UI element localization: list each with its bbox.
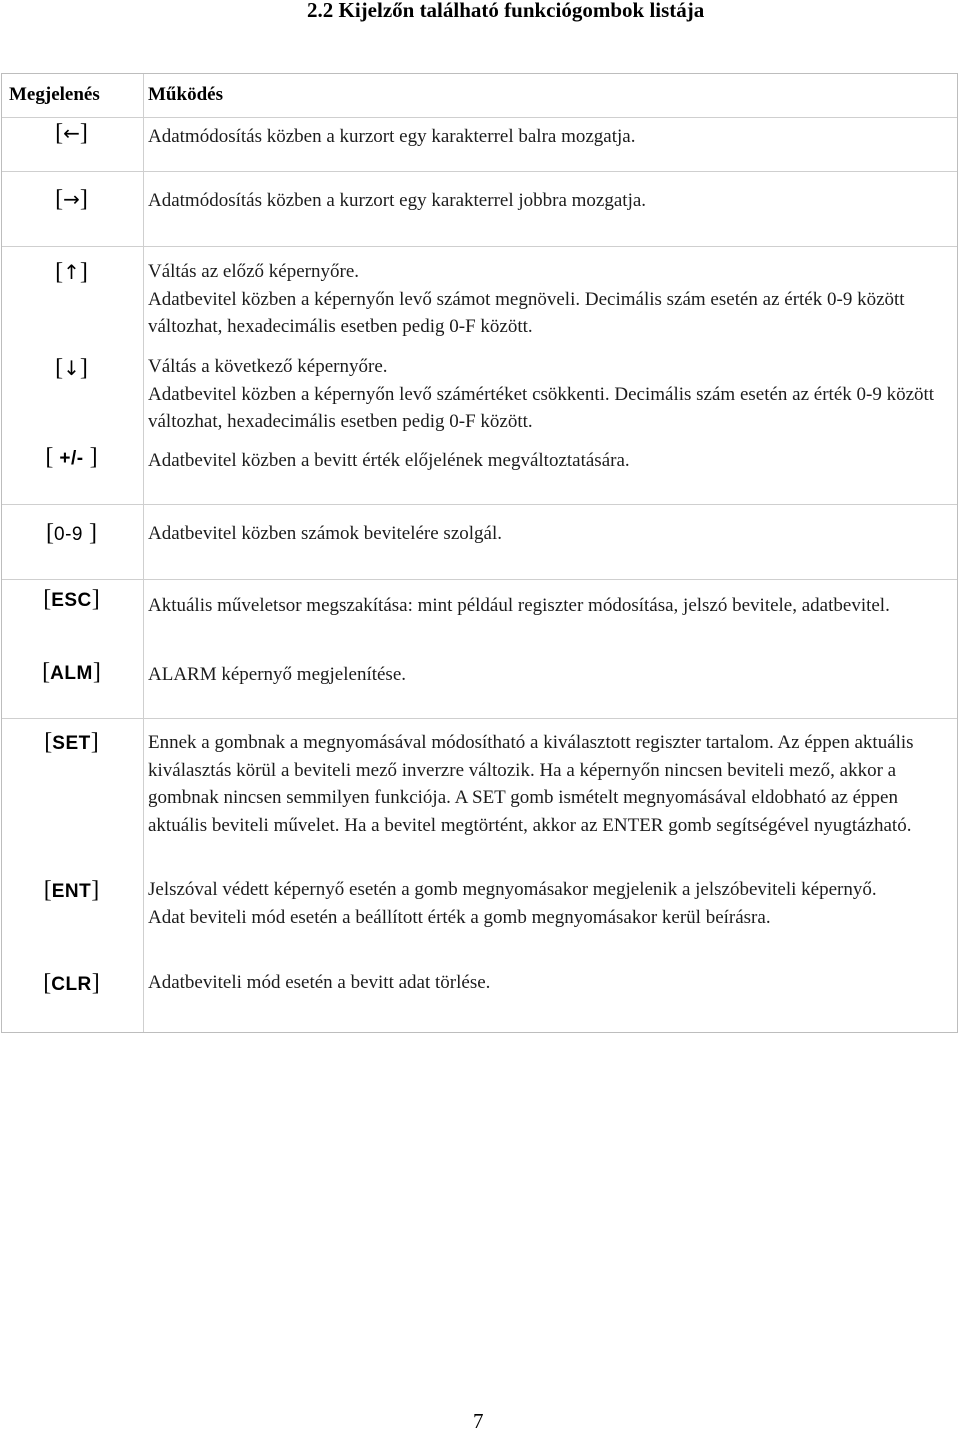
bracket-open: [ bbox=[55, 186, 64, 212]
row-divider bbox=[2, 117, 957, 118]
key-label: 0-9 bbox=[54, 524, 83, 545]
desc-up-arrow: Váltás az előző képernyőre. Adatbevitel közben a képernyőn levő számot megnöveli. Decimális szám esetén az érték 0-9 között változhat, hexadecimális esetben pedig 0-F között. bbox=[148, 261, 905, 337]
desc-plus-minus: Adatbevitel közben a bevitt érték előjelének megváltoztatására. bbox=[148, 450, 630, 471]
bracket-close: ] bbox=[91, 877, 100, 903]
desc-clr: Adatbeviteli mód esetén a bevitt adat törlése. bbox=[148, 972, 491, 993]
arrow-right-icon: → bbox=[63, 187, 80, 211]
bracket-open: [ bbox=[45, 444, 60, 470]
arrow-up-icon: ↑ bbox=[63, 260, 80, 284]
key-esc bbox=[1, 586, 142, 613]
desc-ent: Jelszóval védett képernyő esetén a gomb megnyomásakor megjelenik a jelszóbeviteli képernyő. Adat beviteli mód esetén a beállított érték a gomb megnyomásakor kerül beírásra. bbox=[148, 879, 877, 928]
desc-right-arrow: Adatmódosítás közben a kurzort egy karakterrel jobbra mozgatja. bbox=[148, 190, 647, 211]
desc-set: Ennek a gombnak a megnyomásával módosítható a kiválasztott regiszter tartalom. Az éppen aktuális kiválasztás körül a beviteli mező inverzre változik. Ha a képernyőn nincsen beviteli mező, akkor a gombnak nincsen semmilyen funkciója. A SET gomb ismételt megnyomásával eldobható az éppen aktuális beviteli művelet. Ha a bevitel megtörtént, akkor az ENTER gomb segítségével nyugtázható. bbox=[148, 732, 914, 836]
key-label: ALM bbox=[50, 663, 93, 684]
bracket-close: ] bbox=[91, 586, 100, 612]
bracket-close: ] bbox=[79, 186, 88, 212]
bracket-close: ] bbox=[82, 520, 97, 546]
key-left-arrow bbox=[1, 120, 142, 147]
desc-down-arrow: Váltás a következő képernyőre. Adatbevitel közben a képernyőn levő számértéket csökkenti. Decimális szám esetén az érték 0-9 között változhat, hexadecimális esetben pedig 0-F között. bbox=[148, 356, 935, 432]
desc-alm: ALARM képernyő megjelenítése. bbox=[148, 664, 407, 685]
bracket-close: ] bbox=[79, 259, 88, 285]
bracket-open: [ bbox=[43, 877, 52, 903]
bracket-open: [ bbox=[55, 120, 64, 146]
bracket-open: [ bbox=[55, 355, 64, 381]
bracket-open: [ bbox=[46, 520, 55, 546]
row-divider bbox=[2, 579, 957, 580]
bracket-close: ] bbox=[83, 444, 98, 470]
row-divider bbox=[2, 718, 957, 719]
key-ent bbox=[1, 877, 142, 904]
row-divider bbox=[2, 246, 957, 247]
key-label: CLR bbox=[51, 974, 92, 995]
key-digits bbox=[1, 520, 142, 547]
key-set bbox=[1, 729, 142, 756]
key-right-arrow bbox=[1, 186, 142, 213]
desc-digits: Adatbevitel közben számok bevitelére szolgál. bbox=[148, 523, 503, 544]
key-plus-minus bbox=[1, 444, 142, 471]
key-down-arrow bbox=[1, 355, 142, 382]
arrow-down-icon: ↓ bbox=[63, 356, 80, 380]
column-divider bbox=[143, 74, 144, 1032]
key-label: +/- bbox=[59, 448, 84, 469]
header-appearance: Megjelenés bbox=[9, 84, 100, 105]
key-up-arrow bbox=[1, 259, 142, 286]
bracket-open: [ bbox=[55, 259, 64, 285]
key-label: SET bbox=[52, 733, 91, 754]
key-alm bbox=[1, 659, 142, 686]
page-number: 7 bbox=[473, 1409, 484, 1433]
bracket-close: ] bbox=[79, 355, 88, 381]
bracket-open: [ bbox=[42, 659, 51, 685]
arrow-left-icon: ← bbox=[63, 121, 80, 145]
row-divider bbox=[2, 171, 957, 172]
row-divider bbox=[2, 504, 957, 505]
section-title: 2.2 Kijelzőn található funkciógombok listája bbox=[307, 0, 705, 22]
desc-left-arrow: Adatmódosítás közben a kurzort egy karakterrel balra mozgatja. bbox=[148, 126, 636, 147]
key-label: ESC bbox=[51, 590, 92, 611]
bracket-open: [ bbox=[43, 586, 52, 612]
key-label: ENT bbox=[51, 881, 92, 902]
bracket-open: [ bbox=[43, 970, 52, 996]
key-clr bbox=[1, 970, 142, 997]
desc-esc: Aktuális műveletsor megszakítása: mint például regiszter módosítása, jelszó bevitele, adatbevitel. bbox=[148, 595, 890, 616]
bracket-close: ] bbox=[79, 120, 88, 146]
bracket-close: ] bbox=[91, 970, 100, 996]
bracket-close: ] bbox=[92, 659, 101, 685]
bracket-open: [ bbox=[44, 729, 53, 755]
bracket-close: ] bbox=[90, 729, 99, 755]
header-function: Működés bbox=[148, 84, 223, 105]
